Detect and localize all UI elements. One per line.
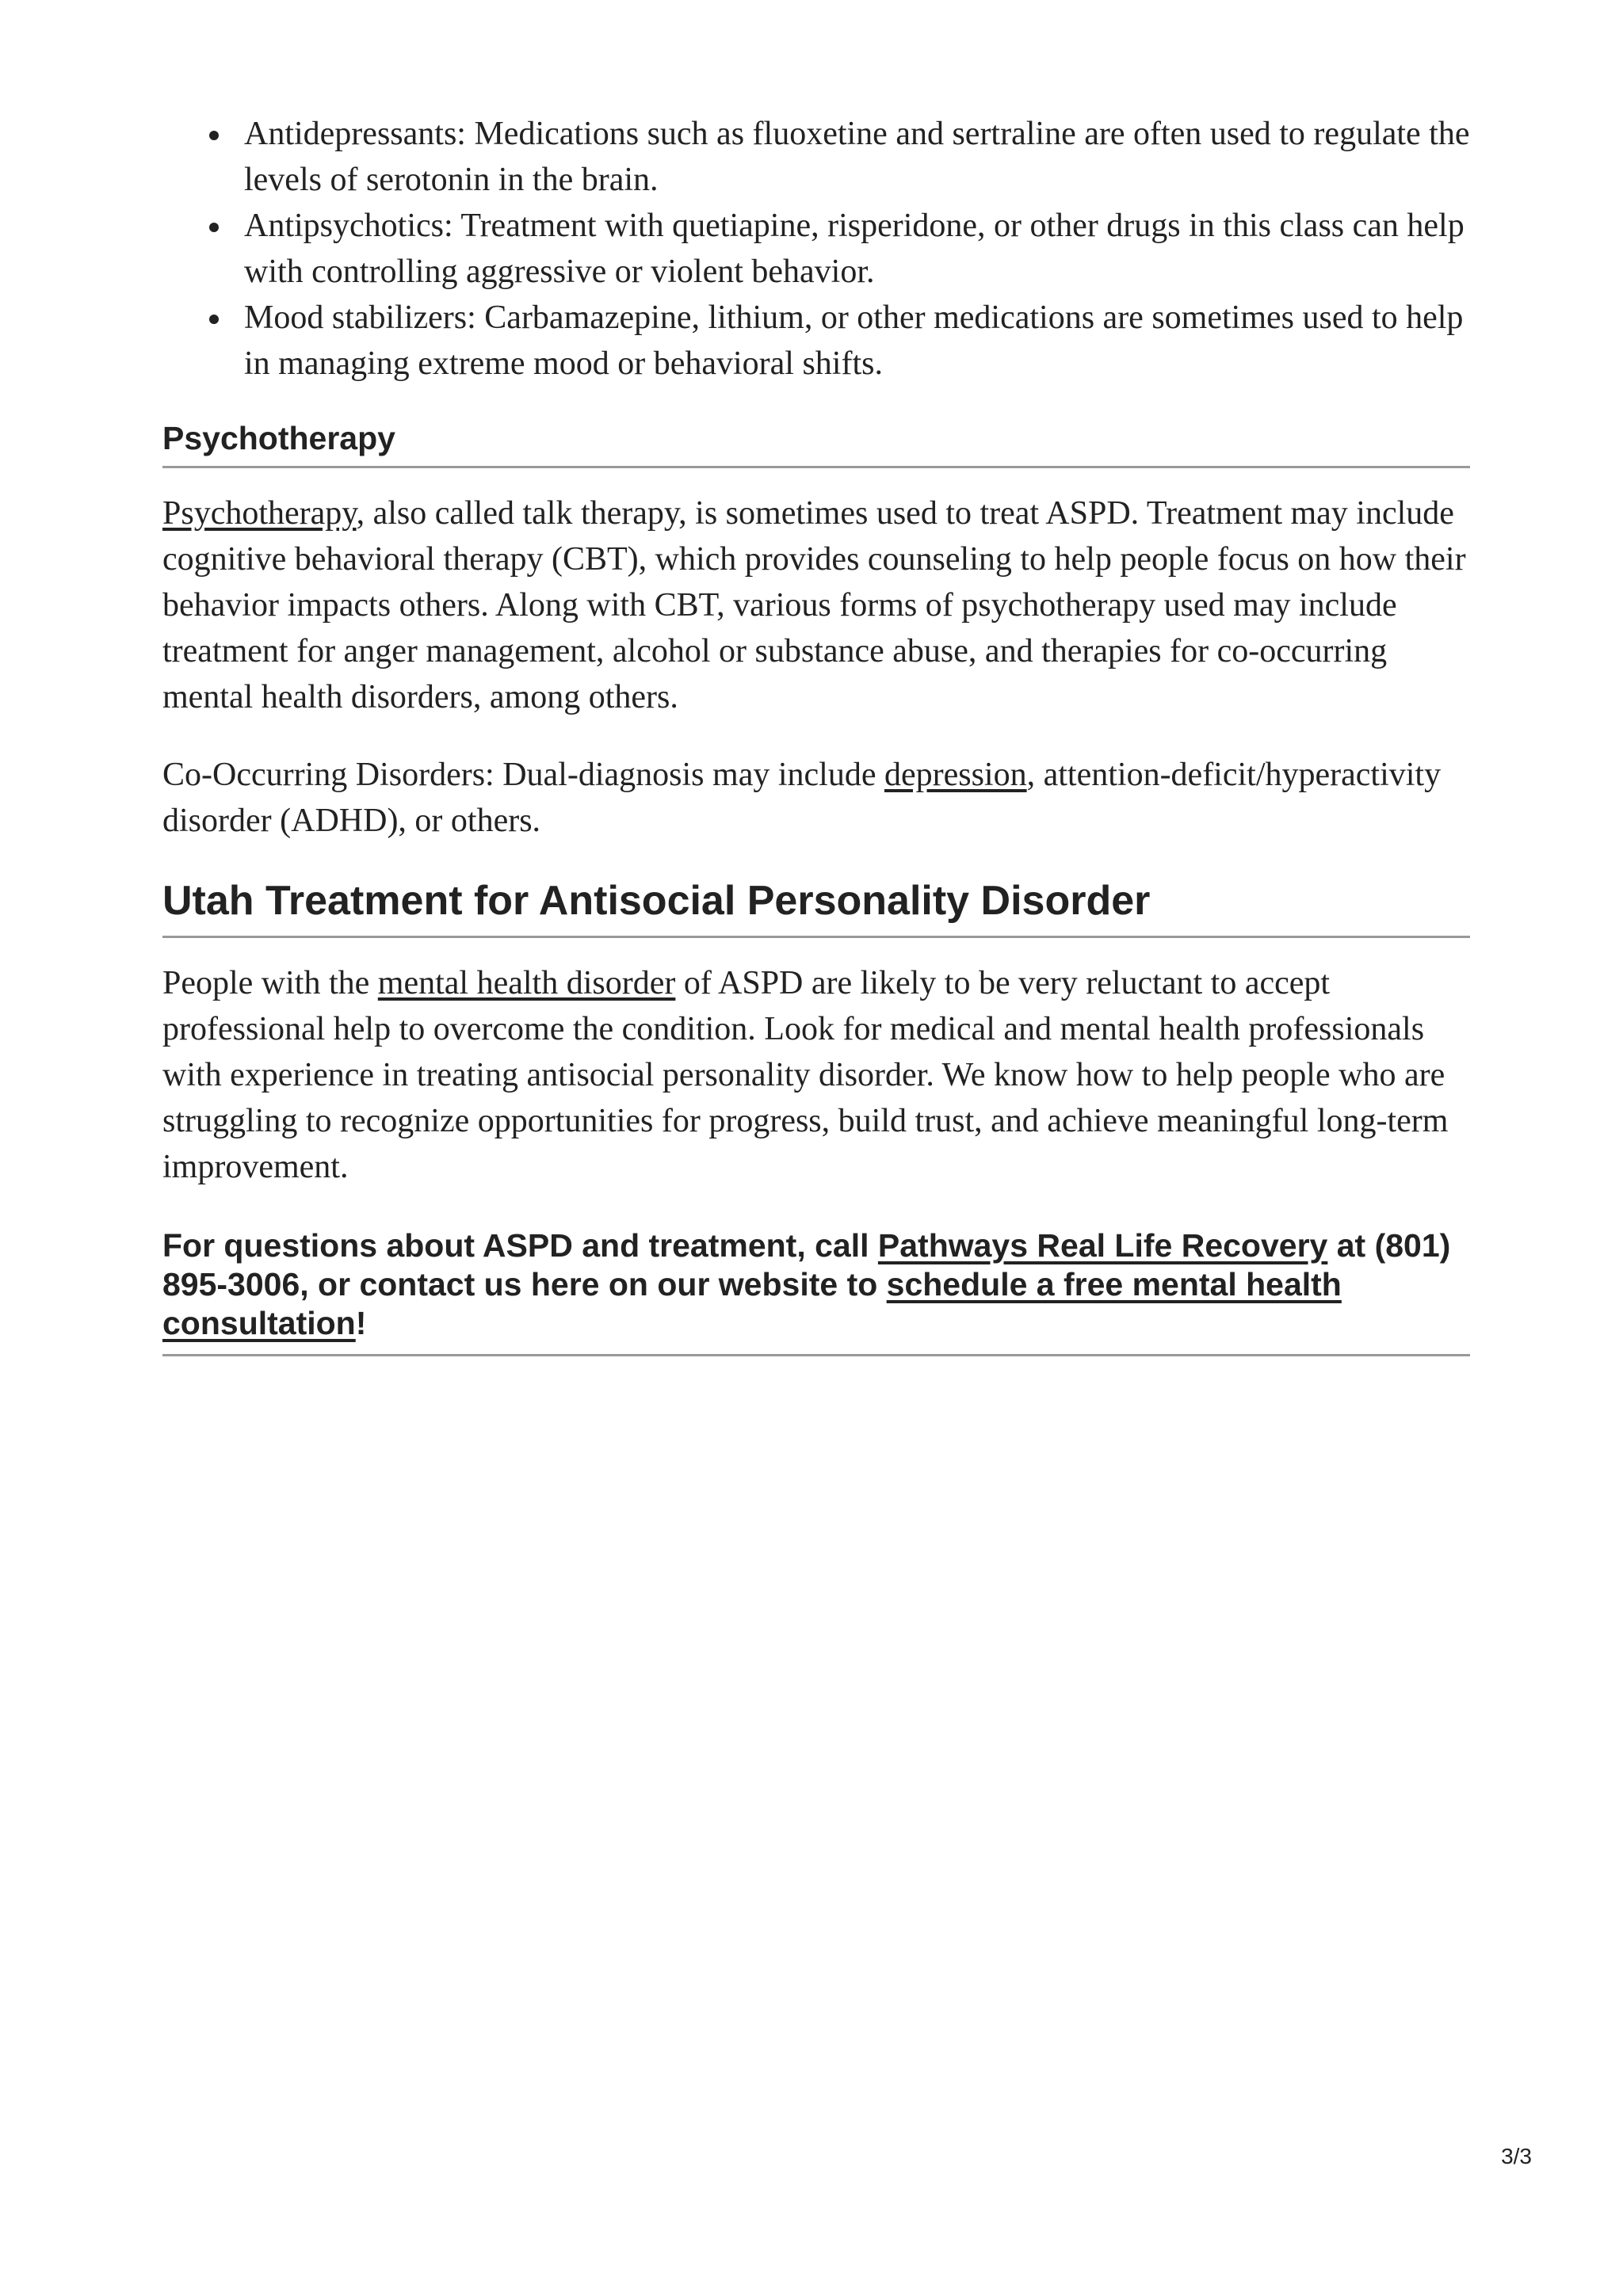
- cta-text-mid: at (801) 895-3006, or contact us here on our website to: [162, 1227, 1451, 1302]
- medication-list: [162, 111, 1470, 387]
- mental-health-disorder-link[interactable]: mental health disorder: [377, 965, 676, 1001]
- page-number: 3/3: [1501, 2144, 1532, 2168]
- utah-paragraph: [162, 960, 1470, 1190]
- cta-text-end: !: [355, 1305, 367, 1341]
- call-to-action: [162, 1226, 1470, 1343]
- utah-treatment-heading: Utah Treatment for Antisocial Personality Disorder: [162, 878, 1151, 924]
- psychotherapy-link[interactable]: Psychotherapy: [162, 495, 357, 532]
- co-occurring-text-start: Co-Occurring Disorders: Dual-diagnosis may include: [162, 757, 884, 793]
- depression-link[interactable]: depression: [884, 757, 1027, 793]
- pathways-link[interactable]: Pathways Real Life Recovery: [877, 1227, 1328, 1264]
- psychotherapy-text: , also called talk therapy, is sometimes used to treat ASPD. Treatment may include cognitive behavioral therapy (CBT), which provides counseling to help people focus on how their behavior impacts others. Along with CBT, various forms of psychotherapy used may include treatment for anger management, alcohol or substance abuse, and therapies for co-occurring mental health disorders, among others.: [162, 495, 1466, 715]
- list-item: Mood stabilizers: Carbamazepine, lithium, or other medications are sometimes used to help in managing extreme mood or behavioral shifts.: [244, 295, 1470, 387]
- section-divider: [162, 1354, 1470, 1356]
- schedule-consultation-link[interactable]: schedule a free mental health consultation: [162, 1266, 1342, 1341]
- psychotherapy-paragraph: [162, 490, 1470, 720]
- utah-text-start: People with the: [162, 965, 378, 1001]
- document-page: [162, 111, 1470, 1379]
- psychotherapy-heading: Psychotherapy: [162, 420, 395, 456]
- co-occurring-paragraph: [162, 752, 1470, 844]
- utah-text-end: of ASPD are likely to be very reluctant to accept professional help to overcome the condition. Look for medical and mental health professionals with experience in treating antisocial personality disorder. We know how to help people who are struggling to recognize opportunities for progress, build trust, and achieve meaningful long-term improvement.: [162, 965, 1449, 1185]
- list-item: Antidepressants: Medications such as fluoxetine and sertraline are often used to regulate the levels of serotonin in the brain.: [244, 111, 1470, 203]
- section-divider: [162, 936, 1470, 938]
- section-divider: [162, 466, 1470, 468]
- co-occurring-text-end: , attention-deficit/hyperactivity disorder (ADHD), or others.: [162, 757, 1442, 839]
- list-item: Antipsychotics: Treatment with quetiapine, risperidone, or other drugs in this class can help with controlling aggressive or violent behavior.: [244, 203, 1470, 295]
- cta-text-start: For questions about ASPD and treatment, call: [162, 1227, 878, 1264]
